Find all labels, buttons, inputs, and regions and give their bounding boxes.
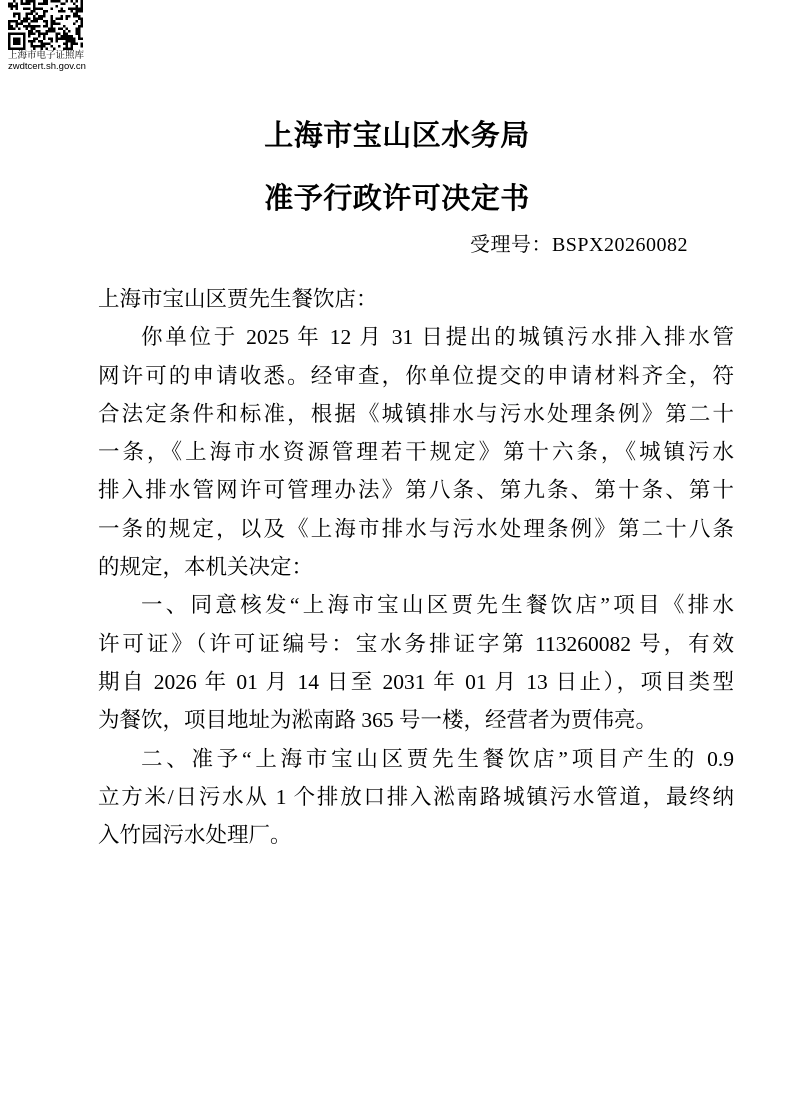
body-line: 一条，《上海市水资源管理若干规定》第十六条，《城镇污水	[98, 440, 734, 465]
acceptance-number: 受理号：BSPX20260082	[469, 234, 688, 256]
body-line: 许可证》（许可证编号：宝水务排证字第 113260082 号，有效	[98, 631, 734, 656]
body-line-item-1: 一、同意核发“上海市宝山区贾先生餐饮店”项目《排水	[141, 593, 734, 618]
body-line-item-2: 二、准予“上海市宝山区贾先生餐饮店”项目产生的 0.9	[141, 746, 734, 771]
qr-code	[8, 0, 84, 72]
qr-caption-library: 上海市电子证照库	[8, 50, 85, 61]
body-line-salutation: 上海市宝山区贾先生餐饮店：	[98, 287, 378, 311]
body-line: 的规定，本机关决定：	[98, 555, 314, 580]
qr-caption-url: zwdtcert.sh.gov.cn	[8, 61, 86, 72]
body-line: 合法定条件和标准，根据《城镇排水与污水处理条例》第二十	[98, 401, 734, 426]
document-title-authority: 上海市宝山区水务局	[264, 120, 530, 152]
document-title-type: 准予行政许可决定书	[264, 183, 530, 215]
body-line: 网许可的申请收悉。经审查，你单位提交的申请材料齐全，符	[98, 363, 734, 388]
body-line: 排入排水管网许可管理办法》第八条、第九条、第十条、第十	[98, 478, 734, 503]
body-line: 期自 2026 年 01 月 14 日至 2031 年 01 月 13 日止），项目类型	[98, 669, 734, 694]
body-line: 你单位于 2025 年 12 月 31 日提出的城镇污水排入排水管	[141, 325, 734, 350]
qr-code-image	[8, 0, 83, 50]
body-line: 入竹园污水处理厂。	[98, 823, 292, 848]
body-line: 立方米/日污水从 1 个排放口排入淞南路城镇污水管道，最终纳	[98, 784, 734, 809]
body-line: 一条的规定，以及《上海市排水与污水处理条例》第二十八条	[98, 516, 734, 541]
body-line: 为餐饮，项目地址为淞南路 365 号一楼，经营者为贾伟亮。	[98, 708, 658, 733]
qr-code-pattern	[8, 0, 83, 50]
document-body	[98, 280, 734, 854]
